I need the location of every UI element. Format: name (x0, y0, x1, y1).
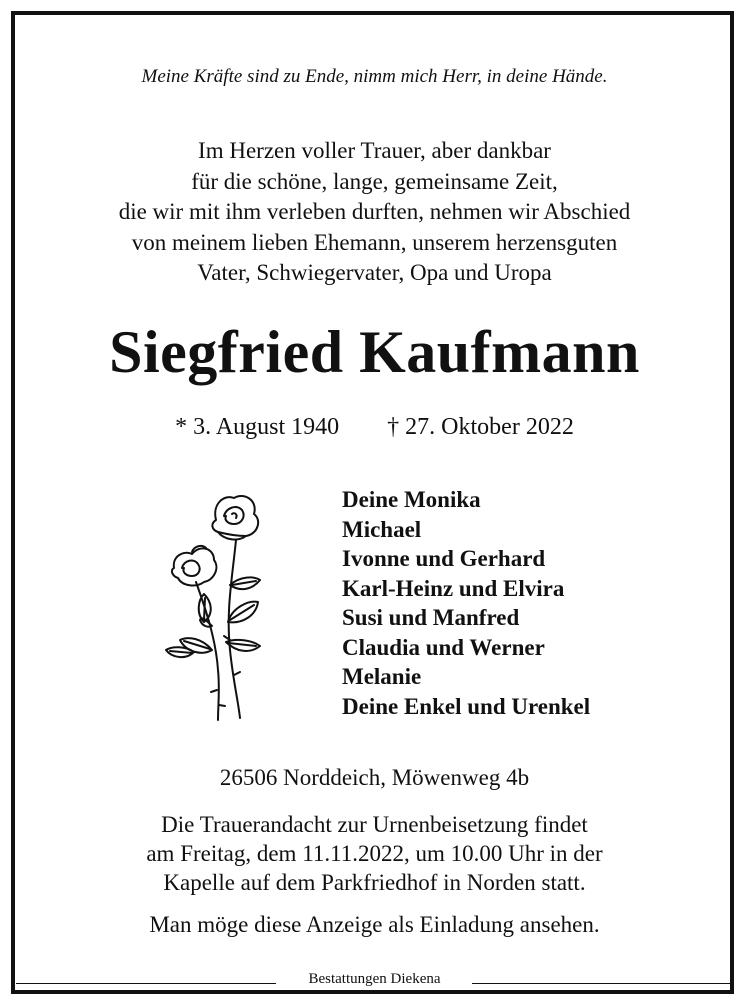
deceased-name: Siegfried Kaufmann (109, 319, 640, 385)
service-info (0, 810, 749, 897)
mourner: Michael (342, 516, 422, 542)
mourner: Susi und Manfred (342, 605, 520, 630)
undertaker-name: Bestattungen Diekena (300, 971, 448, 987)
intro-line: Vater, Schwiegervater, Opa und Uropa (197, 260, 552, 285)
rose-icon (160, 490, 280, 726)
intro-line: für die schöne, lange, gemeinsame Zeit, (191, 168, 558, 194)
intro-line: die wir mit ihm verleben durften, nehmen wir Abschied (118, 199, 631, 224)
mourners-list (342, 485, 590, 721)
undertaker-footer (0, 968, 749, 998)
mourner: Deine Monika (342, 487, 481, 512)
mourner: Claudia und Werner (342, 634, 545, 660)
intro-line: Im Herzen voller Trauer, aber dankbar (198, 138, 551, 163)
life-dates (0, 414, 749, 441)
death-date: † 27. Oktober 2022 (387, 414, 574, 440)
mourner: Deine Enkel und Urenkel (342, 693, 591, 719)
intro-text (0, 136, 749, 289)
mourner: Ivonne und Gerhard (342, 546, 546, 571)
motto: Meine Kräfte sind zu Ende, nimm mich Herr, in deine Hände. (141, 66, 608, 87)
intro-line: von meinem lieben Ehemann, unserem herzensguten (131, 229, 618, 255)
service-line: Die Trauerandacht zur Urnenbeisetzung findet (161, 812, 588, 837)
service-line: Kapelle auf dem Parkfriedhof in Norden statt. (163, 870, 586, 895)
invitation-note: Man möge diese Anzeige als Einladung ansehen. (149, 912, 600, 937)
mourner: Melanie (342, 664, 422, 689)
mourner: Karl-Heinz und Elvira (342, 575, 565, 601)
birth-date: * 3. August 1940 (175, 414, 340, 440)
service-line: am Freitag, dem 11.11.2022, um 10.00 Uhr in der (146, 841, 603, 866)
address: 26506 Norddeich, Möwenweg 4b (219, 765, 530, 790)
